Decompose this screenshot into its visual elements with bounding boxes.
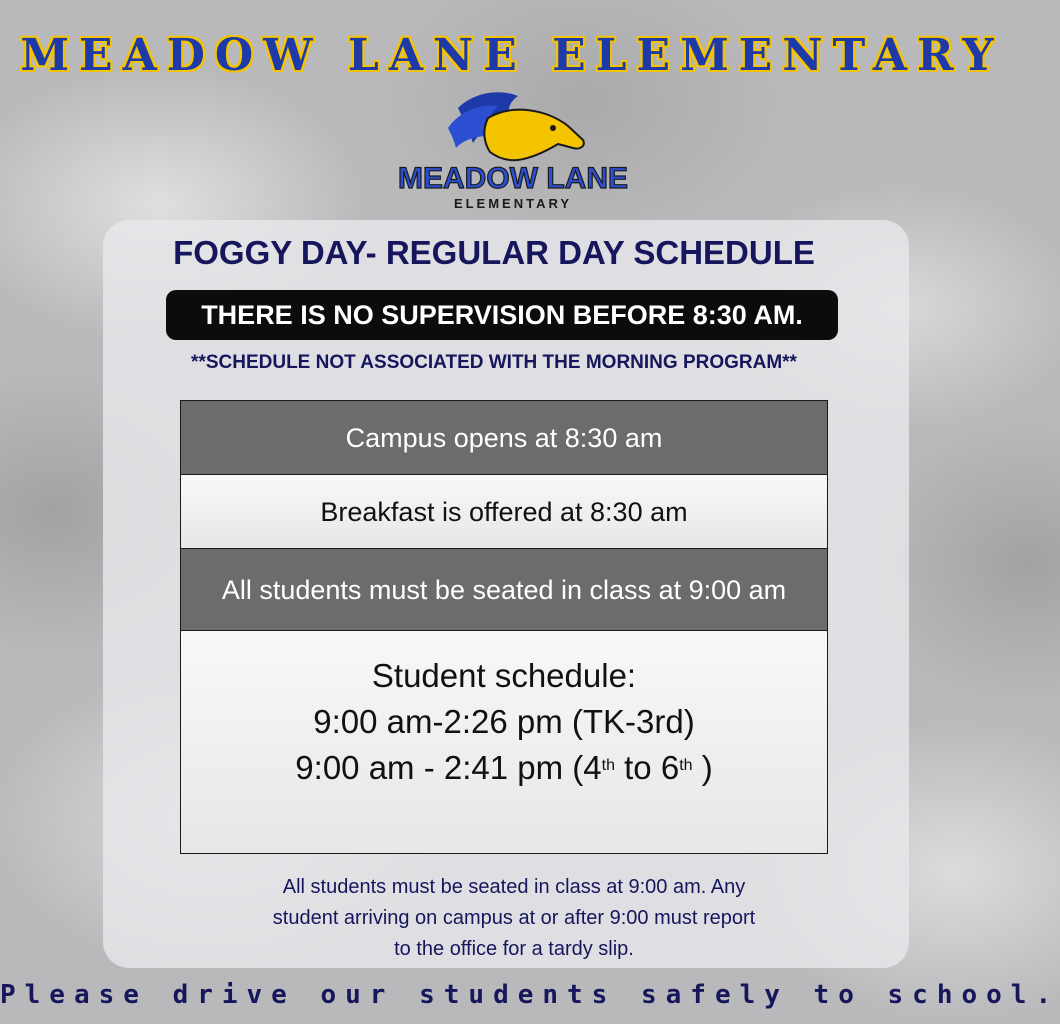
- student-schedule-line1: 9:00 am-2:26 pm (TK-3rd): [313, 703, 695, 740]
- school-logo: [398, 88, 628, 216]
- row-breakfast: Breakfast is offered at 8:30 am: [181, 475, 827, 549]
- school-title: MEADOW LANE ELEMENTARY: [20, 30, 1004, 81]
- line2-sup1: th: [601, 757, 615, 774]
- card-title: FOGGY DAY- REGULAR DAY SCHEDULE: [173, 234, 815, 271]
- tardy-footnote: [200, 872, 828, 965]
- line2-prefix: 9:00 am - 2:41 pm (4: [295, 749, 602, 786]
- footnote-line2: student arriving on campus at or after 9:00 must report: [272, 907, 756, 929]
- logo-sub-wordmark: ELEMENTARY: [453, 196, 573, 211]
- student-schedule-heading: Student schedule:: [371, 657, 637, 694]
- schedule-table: [180, 400, 828, 854]
- mustang-head-icon: [448, 92, 584, 160]
- logo-wordmark: MEADOW LANE: [398, 162, 628, 195]
- row-campus-opens: Campus opens at 8:30 am: [181, 401, 827, 475]
- line2-mid: to 6: [614, 749, 680, 786]
- program-subnote: **SCHEDULE NOT ASSOCIATED WITH THE MORNING PROGRAM**: [191, 352, 797, 373]
- safety-tagline: Please drive our students safely to school.: [0, 980, 1060, 1010]
- supervision-notice: THERE IS NO SUPERVISION BEFORE 8:30 AM.: [166, 290, 838, 340]
- line2-sup2: th: [679, 757, 693, 774]
- student-schedule-line2: [181, 745, 827, 791]
- footnote-line1: All students must be seated in class at 9:00 am. Any: [282, 876, 746, 898]
- row-student-schedule: [181, 631, 827, 853]
- line2-suffix: ): [692, 749, 713, 786]
- footnote-line3: to the office for a tardy slip.: [394, 938, 634, 960]
- row-seated: All students must be seated in class at 9:00 am: [181, 549, 827, 631]
